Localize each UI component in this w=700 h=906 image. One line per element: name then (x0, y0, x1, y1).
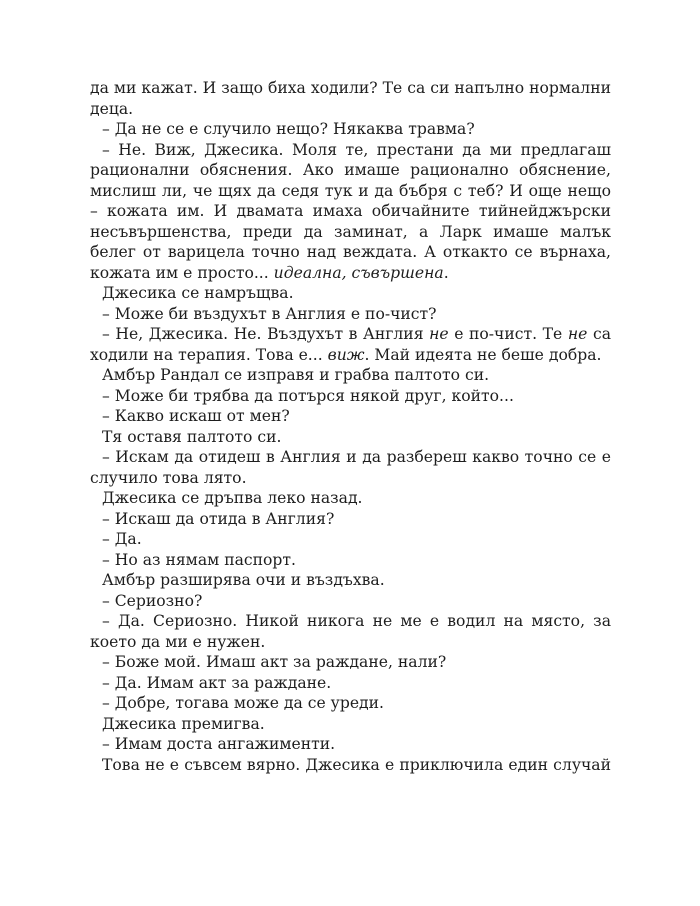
paragraph (90, 570, 611, 591)
paragraph (90, 324, 611, 365)
italic-text: не (429, 325, 449, 343)
text-segment: – Не. Виж, Джесика. Моля те, престани да ми предлагаш рационални обяснения. Ако имаше рационално обяснение, мислиш ли, че щях да седя тук и да бъбря с теб? И още нещо – кожата им. И двамата имаха обичайните тийнейджърски несъвършенства, преди да заминат, а Ларк имаше малък белег от варицела точно над веждата. А откакто се върнаха, кожата им е просто... (90, 140, 611, 282)
paragraph (90, 365, 611, 386)
text-segment: да ми кажат. И защо биха ходили? Те са си напълно нормални деца. (90, 79, 611, 118)
text-segment: Джесика премигва. (102, 714, 265, 733)
paragraph (90, 652, 611, 673)
paragraph (90, 283, 611, 304)
text-segment: – Може би въздухът в Англия е по-чист? (102, 304, 437, 323)
paragraph (90, 529, 611, 550)
text-segment: Това не е съвсем вярно. Джесика е приключила един случай (102, 755, 611, 774)
paragraph (90, 714, 611, 735)
text-segment: Тя оставя палтото си. (102, 427, 282, 446)
paragraph (90, 755, 611, 776)
text-segment: – Искаш да отида в Англия? (102, 509, 335, 528)
italic-text: идеална, съвършена (273, 263, 444, 282)
paragraph (90, 734, 611, 755)
paragraph (90, 78, 611, 119)
text-segment: Амбър Рандал се изправя и грабва палтото си. (102, 366, 490, 384)
paragraph (90, 119, 611, 140)
text-segment: – Може би трябва да потърся някой друг, който... (102, 386, 514, 405)
text-segment: – Какво искаш от мен? (102, 407, 290, 425)
paragraph (90, 406, 611, 427)
paragraph (90, 488, 611, 509)
text-segment: – Боже мой. Имаш акт за раждане, нали? (102, 653, 447, 671)
paragraph (90, 673, 611, 694)
paragraph (90, 550, 611, 571)
paragraph (90, 693, 611, 714)
text-segment: – Добре, тогава може да се уреди. (102, 694, 385, 712)
italic-text: не (567, 325, 588, 343)
text-segment: – Да. Имам акт за раждане. (102, 673, 332, 692)
paragraph (90, 447, 611, 488)
text-segment: – Но аз нямам паспорт. (102, 550, 296, 569)
text-segment: – Не, Джесика. Не. Въздухът в Англия (102, 325, 430, 343)
book-page-text (90, 78, 611, 775)
paragraph (90, 304, 611, 325)
paragraph (90, 386, 611, 407)
text-segment: е по-чист. Те (448, 325, 568, 343)
text-segment: Амбър разширява очи и въздъхва. (102, 571, 385, 589)
text-segment: – Сериозно? (102, 591, 203, 610)
text-segment: – Да. Сериозно. Никой никога не ме е водил на място, за което да ми е нужен. (90, 612, 611, 651)
text-segment: – Да. (102, 530, 142, 548)
paragraph (90, 140, 611, 284)
text-segment: – Да не се е случило нещо? Някаква травма? (102, 120, 475, 138)
text-segment: . Май идеята не беше добра. (364, 345, 602, 364)
italic-text: виж (327, 345, 365, 364)
text-segment: – Искам да отидеш в Англия и да разбереш какво точно се е случило това лято. (90, 448, 611, 487)
text-segment: . (443, 263, 449, 282)
paragraph (90, 611, 611, 652)
text-segment: Джесика се дръпва леко назад. (102, 489, 363, 507)
text-segment: са ходили на терапия. Това е... (90, 325, 611, 364)
paragraph (90, 509, 611, 530)
paragraph (90, 591, 611, 612)
text-segment: – Имам доста ангажименти. (102, 735, 336, 753)
paragraph (90, 427, 611, 448)
text-segment: Джесика се намръщва. (102, 284, 294, 302)
